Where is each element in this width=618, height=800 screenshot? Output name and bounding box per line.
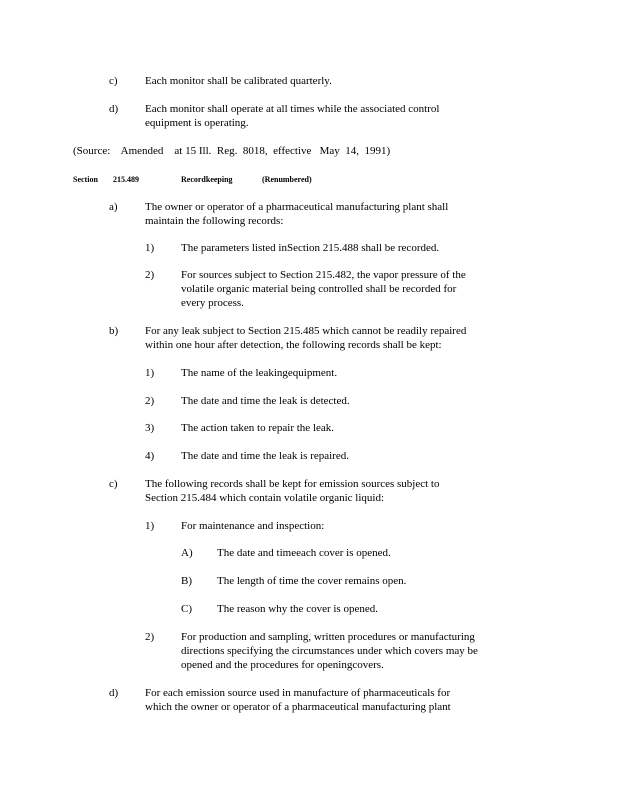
subsection-label-c: c)	[109, 478, 118, 490]
a-item-2-label: 2)	[145, 269, 155, 281]
c-item-1-text: For maintenance and inspection:	[181, 520, 325, 532]
subsection-text-b: For any leak subject to Section 215.485 which cannot be readily repaired within one hour after detection, the following records shall be kept:	[145, 325, 467, 351]
subsection-label-d: d)	[109, 687, 119, 699]
section-status: (Renumbered)	[262, 175, 312, 184]
item-text-c-monitor: Each monitor shall be calibrated quarterly.	[145, 75, 332, 87]
c-item-1-label: 1)	[145, 520, 155, 532]
a-item-1-text: The parameters listed inSection 215.488 shall be recorded.	[181, 242, 440, 254]
source-note: (Source: Amended at 15 Ill. Reg. 8018, effective May 14, 1991)	[73, 145, 391, 157]
c-item-1-A-label: A)	[181, 547, 193, 559]
b-item-4-text: The date and time the leak is repaired.	[181, 450, 349, 462]
item-text-d-monitor: Each monitor shall operate at all times while the associated control equipment is operating.	[145, 103, 440, 129]
c-item-1-B-label: B)	[181, 575, 192, 587]
b-item-3-label: 3)	[145, 422, 155, 434]
item-label-c-monitor: c)	[109, 75, 118, 87]
b-item-2-label: 2)	[145, 395, 155, 407]
subsection-text-a: The owner or operator of a pharmaceutical manufacturing plant shall maintain the following records:	[145, 201, 449, 227]
subsection-text-c: The following records shall be kept for emission sources subject to Section 215.484 which contain volatile organic liquid:	[145, 478, 440, 504]
b-item-4-label: 4)	[145, 450, 155, 462]
subsection-text-d: For each emission source used in manufacture of pharmaceuticals for which the owner or operator of a pharmaceutical manufacturing plant	[145, 687, 451, 713]
c-item-1-C-label: C)	[181, 603, 192, 615]
section-title: Recordkeeping	[181, 175, 233, 184]
b-item-1-label: 1)	[145, 367, 155, 379]
item-label-d-monitor: d)	[109, 103, 119, 115]
a-item-2-text: For sources subject to Section 215.482, the vapor pressure of the volatile organic material being controlled shall be recorded for every process.	[181, 269, 466, 309]
subsection-label-b: b)	[109, 325, 119, 337]
b-item-2-text: The date and time the leak is detected.	[181, 395, 350, 407]
section-word: Section	[73, 175, 98, 184]
a-item-1-label: 1)	[145, 242, 155, 254]
subsection-label-a: a)	[109, 201, 118, 213]
section-number: 215.489	[113, 175, 139, 184]
b-item-1-text: The name of the leakingequipment.	[181, 367, 338, 379]
c-item-1-A-text: The date and timeeach cover is opened.	[217, 547, 391, 559]
b-item-3-text: The action taken to repair the leak.	[181, 422, 335, 434]
c-item-2-label: 2)	[145, 631, 155, 643]
c-item-2-text: For production and sampling, written procedures or manufacturing directions specifying the circumstances under which covers may be opened and the procedures for openingcovers.	[181, 631, 478, 671]
c-item-1-B-text: The length of time the cover remains open.	[217, 575, 407, 587]
c-item-1-C-text: The reason why the cover is opened.	[217, 603, 378, 615]
